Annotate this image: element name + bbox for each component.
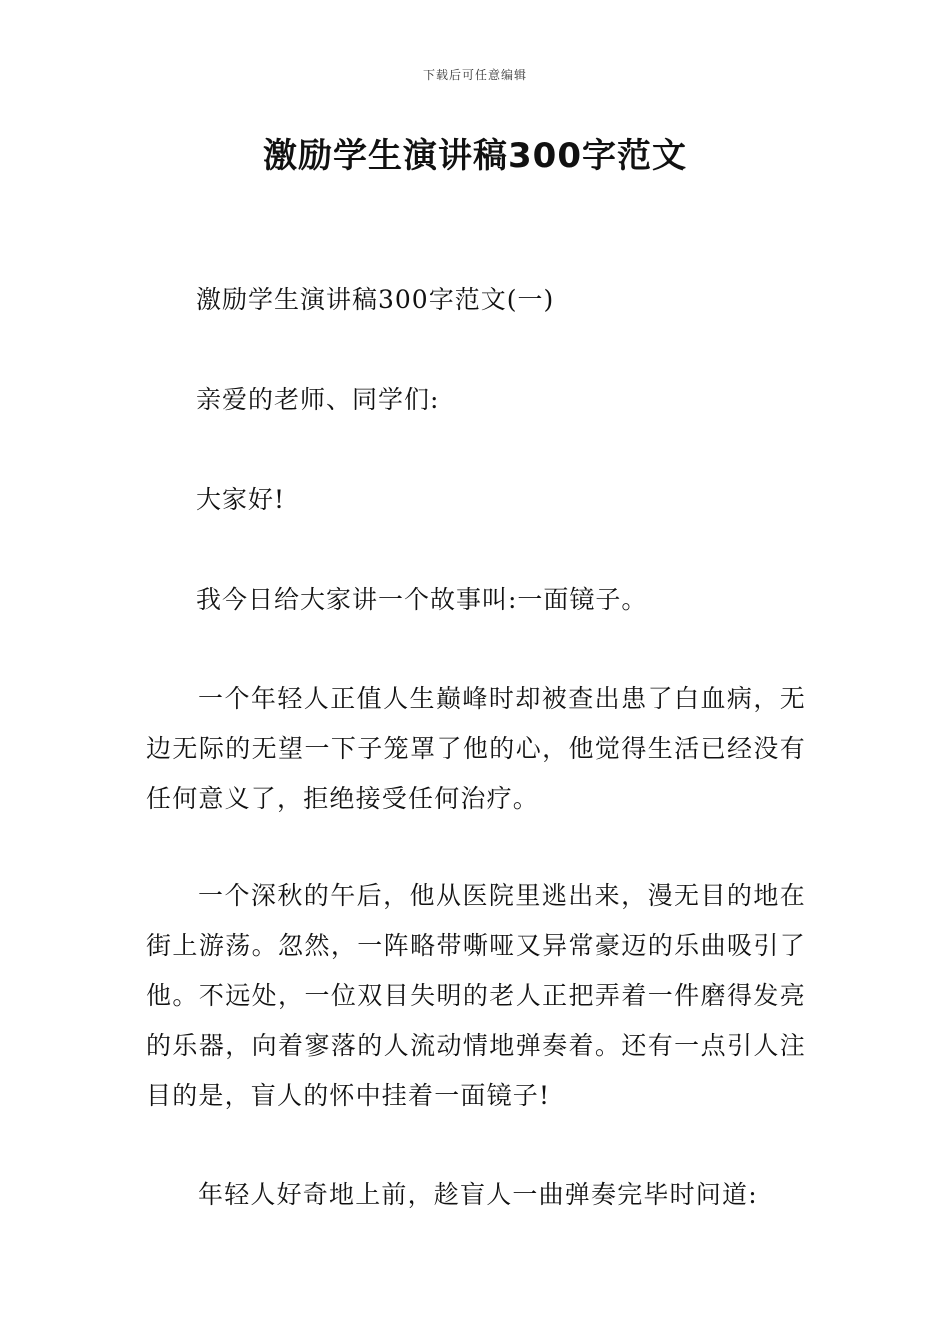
intro-line: 我今日给大家讲一个故事叫:一面镜子。: [196, 585, 648, 614]
document-title: 激励学生演讲稿300字范文: [263, 136, 687, 176]
greeting-line: 亲爱的老师、同学们:: [196, 385, 440, 414]
header-note: 下载后可任意编辑: [422, 68, 527, 82]
body-paragraph-2: 一个深秋的午后，他从医院里逃出来，漫无目的地在街上游荡。忽然，一阵略带嘶哑又异常豪迈的乐曲吸引了他。不远处，一位双目失明的老人正把弄着一件磨得发亮的乐器，向着寥落的人流动情地弹奏着。还有一点引人注目的是，盲人的怀中挂着一面镜子!: [146, 881, 806, 1110]
section-heading: 激励学生演讲稿300字范文(一): [196, 285, 555, 314]
hello-line: 大家好!: [196, 485, 286, 514]
body-paragraph-3: 年轻人好奇地上前，趁盲人一曲弹奏完毕时问道:: [198, 1180, 758, 1209]
body-paragraph-1: 一个年轻人正值人生巅峰时却被查出患了白血病，无边无际的无望一下子笼罩了他的心，他觉得生活已经没有任何意义了，拒绝接受任何治疗。: [146, 684, 806, 813]
